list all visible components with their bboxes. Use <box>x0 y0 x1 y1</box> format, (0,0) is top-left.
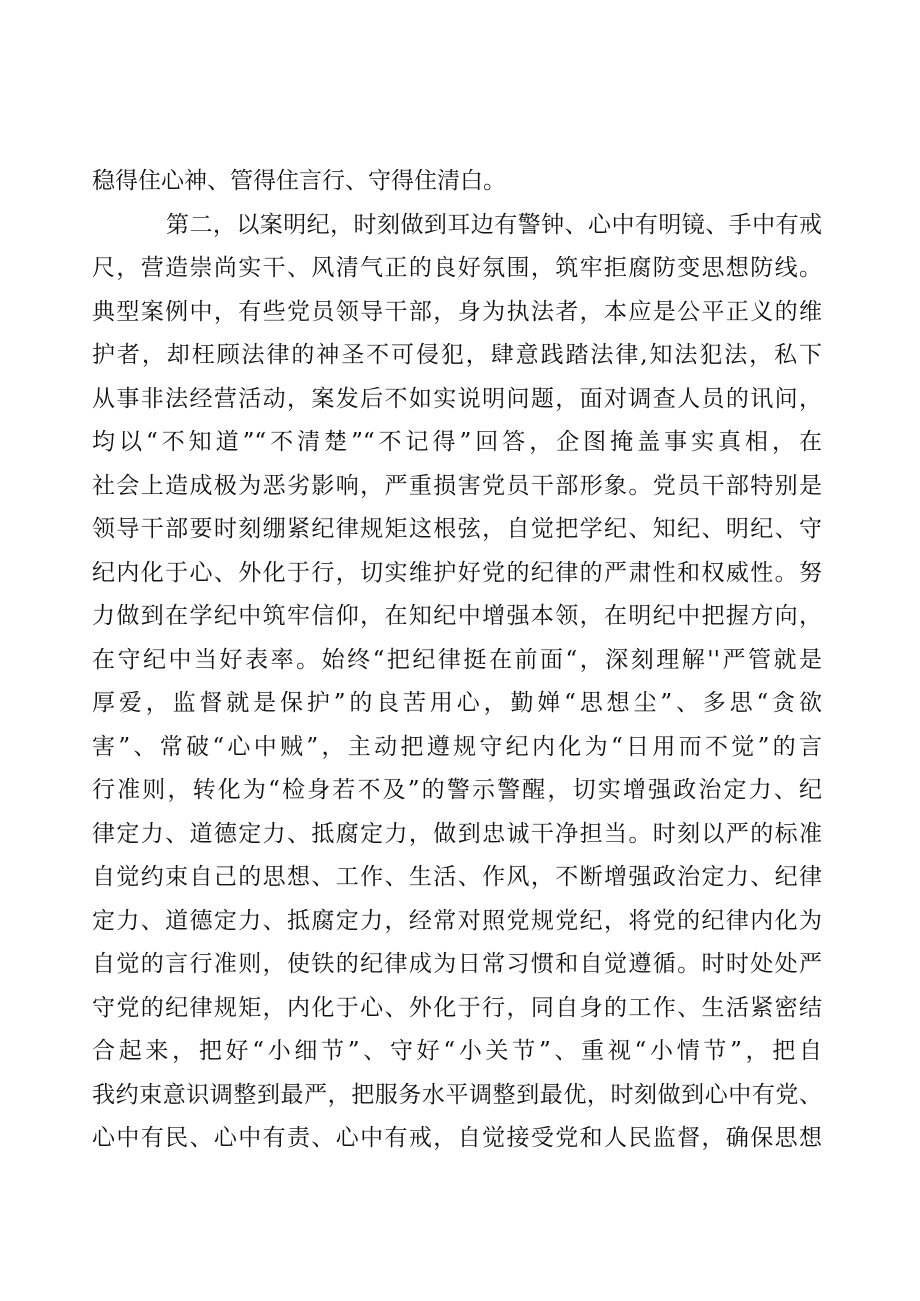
text-line: 从事非法经营活动，案发后不如实说明问题，面对调查人员的讯问， <box>92 385 822 412</box>
body-text <box>92 160 822 1161</box>
text-line: 厚爱，监督就是保护”的良苦用心，勤婵“思想尘”、多思“贪欲 <box>92 690 822 716</box>
text-line: 在守纪中当好表率。始终“把纪律挺在前面“，深刻理解''严管就是 <box>92 646 822 673</box>
text-line: 自觉的言行准则，使铁的纪律成为日常习惯和自觉遵循。时时处处严 <box>92 951 822 977</box>
text-line: 守党的纪律规矩，内化于心、外化于行，同自身的工作、生活紧密结 <box>92 994 822 1021</box>
text-line: 力做到在学纪中筑牢信仰，在知纪中增强本领，在明纪中把握方向， <box>92 603 822 629</box>
text-line: 害”、常破“心中贼”，主动把遵规守纪内化为“日用而不觉”的言 <box>92 733 822 760</box>
text-line: 律定力、道德定力、抵腐定力，做到忠诚干净担当。时刻以严的标准 <box>92 820 822 847</box>
text-line: 合起来，把好“小细节”、守好“小关节”、重视“小情节”，把自 <box>92 1038 822 1064</box>
text-line: 定力、道德定力、抵腐定力，经常对照党规党纪，将党的纪律内化为 <box>92 907 822 934</box>
text-line: 典型案例中，有些党员领导干部，身为执法者，本应是公平正义的维 <box>92 298 822 325</box>
text-line: 心中有民、心中有责、心中有戒，自觉接受党和人民监督，确保思想 <box>92 1125 822 1151</box>
text-line: 稳得住心神、管得住言行、守得住清白。 <box>92 168 506 194</box>
text-line: 我约束意识调整到最严，把服务水平调整到最优，时刻做到心中有党、 <box>92 1081 822 1108</box>
text-line: 护者，却枉顾法律的神圣不可侵犯，肆意践踏法律,知法犯法，私下 <box>92 342 822 368</box>
text-line: 社会上造成极为恶劣影响，严重损害党员干部形象。党员干部特别是 <box>92 472 822 499</box>
text-line: 行准则，转化为“检身若不及”的警示警醒，切实增强政治定力、纪 <box>92 777 822 803</box>
text-line: 自觉约束自己的思想、工作、生活、作风，不断增强政治定力、纪律 <box>92 864 822 890</box>
text-line: 均以“不知道”“不清楚”“不记得”回答，企图掩盖事实真相，在 <box>92 429 822 455</box>
text-line: 尺，营造崇尚实干、风清气正的良好氛围，筑牢拒腐防变思想防线。 <box>92 255 822 281</box>
text-line: 领导干部要时刻绷紧纪律规矩这根弦，自觉把学纪、知纪、明纪、守 <box>92 516 822 542</box>
paragraph-first-line: 第二，以案明纪，时刻做到耳边有警钟、心中有明镜、手中有戒 <box>166 211 822 238</box>
text-line: 纪内化于心、外化于行，切实维护好党的纪律的严肃性和权威性。努 <box>92 559 822 586</box>
